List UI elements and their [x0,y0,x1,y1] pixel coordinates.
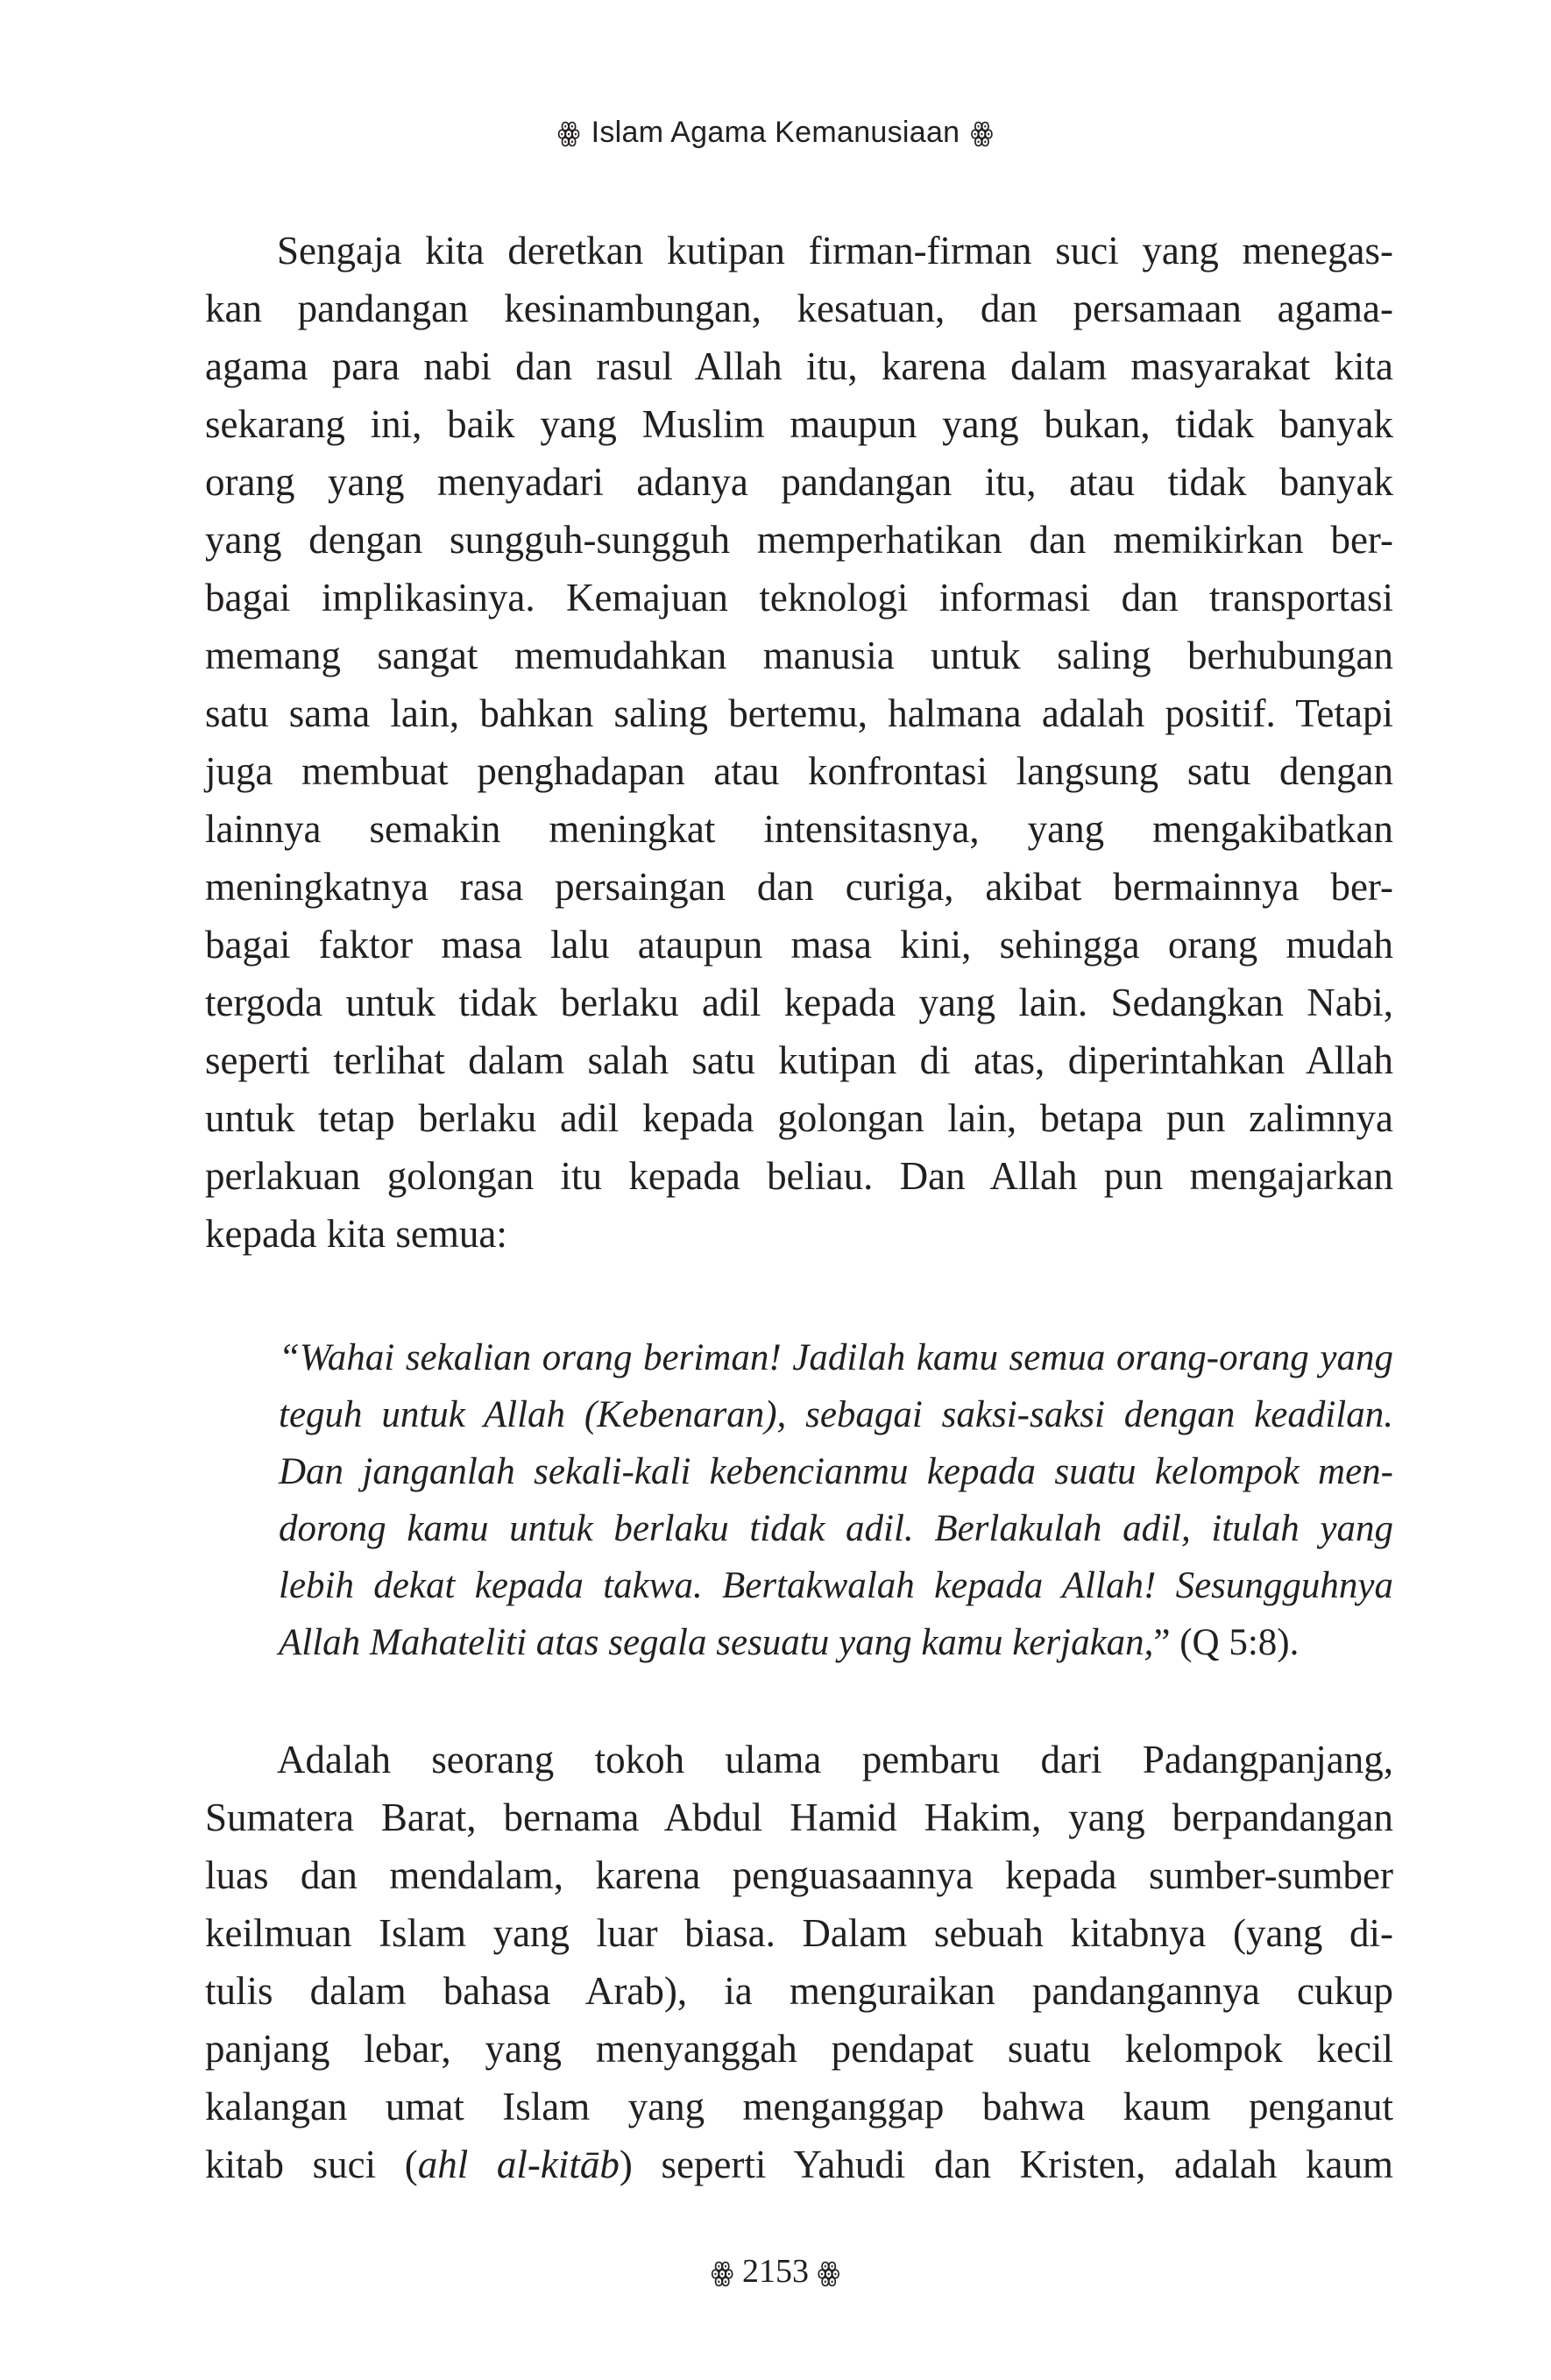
paragraph-2 [205,1731,1393,2193]
paragraph-line: untuk tetap berlaku adil kepada golongan lain, betapa pun zalimnya [205,1096,1393,1140]
paragraph-line: kalangan umat Islam yang menganggap bahwa kaum penganut [205,2085,1393,2129]
paragraph-line: Sumatera Barat, bernama Abdul Hamid Hakim, yang berpandangan [205,1796,1393,1839]
paragraph-line: agama para nabi dan rasul Allah itu, karena dalam masyarakat kita [205,344,1393,388]
quote-line: lebih dekat kepada takwa. Bertakwalah kepada Allah! Sesungguhnya [279,1565,1393,1606]
paragraph-line: juga membuat penghadapan atau konfrontasi langsung satu dengan [205,749,1393,793]
paragraph-line: lainnya semakin meningkat intensitasnya, yang mengakibatkan [205,807,1393,851]
paragraph-line: kepada kita semua: [205,1212,507,1256]
page-folio [0,2252,1551,2291]
paragraph-line: memang sangat memudahkan manusia untuk saling berhubungan [205,634,1393,677]
block-quote [279,1329,1393,1671]
running-header [0,116,1551,150]
paragraph-line: perlakuan golongan itu kepada beliau. Dan Allah pun mengajarkan [205,1154,1393,1198]
paragraph-line: kan pandangan kesinambungan, kesatuan, dan persamaan agama- [205,287,1393,330]
paragraph-line: sekarang ini, baik yang Muslim maupun yang bukan, tidak banyak [205,402,1393,446]
paragraph-line: seperti terlihat dalam salah satu kutipan di atas, diperintahkan Allah [205,1038,1393,1082]
paragraph-line: yang dengan sungguh-sungguh memperhatikan dan memikirkan ber- [205,518,1393,562]
paragraph-line: meningkatnya rasa persaingan dan curiga, akibat bermainnya ber- [205,865,1393,909]
paragraph-line: tulis dalam bahasa Arab), ia menguraikan pandangannya cukup [205,1969,1393,2013]
paragraph-line: Adalah seorang tokoh ulama pembaru dari Padangpanjang, [277,1738,1393,1781]
text-segment: ) seperti Yahudi dan Kristen, adalah kaum [619,2143,1394,2186]
quote-last-line-text: Allah Mahateliti atas segala sesuatu yang kamu kerjakan, [279,1622,1154,1663]
paragraph-line: bagai implikasinya. Kemajuan teknologi informasi dan transportasi [205,576,1393,620]
ornament-right-icon: ꙮ [817,2257,840,2288]
paragraph-last-line [205,2136,1393,2193]
quote-last-line [279,1614,1393,1671]
paragraph-line: tergoda untuk tidak berlaku adil kepada yang lain. Sedangkan Nabi, [205,981,1393,1024]
paragraph-line: panjang lebar, yang menyanggah pendapat suatu kelompok kecil [205,2027,1393,2071]
ornament-right-icon: ꙮ [970,117,995,148]
quote-line: teguh untuk Allah (Kebenaran), sebagai saksi-saksi dengan keadilan. [279,1394,1393,1435]
quote-reference: ” (Q 5:8). [1153,1622,1300,1663]
paragraph-line: satu sama lain, bahkan saling bertemu, halmana adalah positif. Tetapi [205,691,1393,735]
paragraph-1 [205,222,1393,1263]
ornament-left-icon: ꙮ [711,2257,734,2288]
page-number: 2153 [742,2253,809,2290]
paragraph-line: orang yang menyadari adanya pandangan itu, atau tidak banyak [205,460,1393,504]
paragraph-line: keilmuan Islam yang luar biasa. Dalam sebuah kitabnya (yang di- [205,1911,1393,1955]
italic-term: ahl al-kitāb [417,2143,620,2186]
running-header-title: Islam Agama Kemanusiaan [591,116,960,149]
ornament-left-icon: ꙮ [556,117,581,148]
text-segment: kitab suci ( [205,2143,418,2186]
quote-line: Dan janganlah sekali-kali kebencianmu kepada suatu kelompok men- [279,1451,1393,1492]
quote-line: “Wahai sekalian orang beriman! Jadilah kamu semua orang-orang yang [279,1337,1393,1378]
paragraph-line: Sengaja kita deretkan kutipan firman-firman suci yang menegas- [277,229,1393,273]
quote-line: dorong kamu untuk berlaku tidak adil. Berlakulah adil, itulah yang [279,1508,1393,1549]
paragraph-line: luas dan mendalam, karena penguasaannya kepada sumber-sumber [205,1853,1393,1897]
paragraph-line: bagai faktor masa lalu ataupun masa kini, sehingga orang mudah [205,923,1393,967]
